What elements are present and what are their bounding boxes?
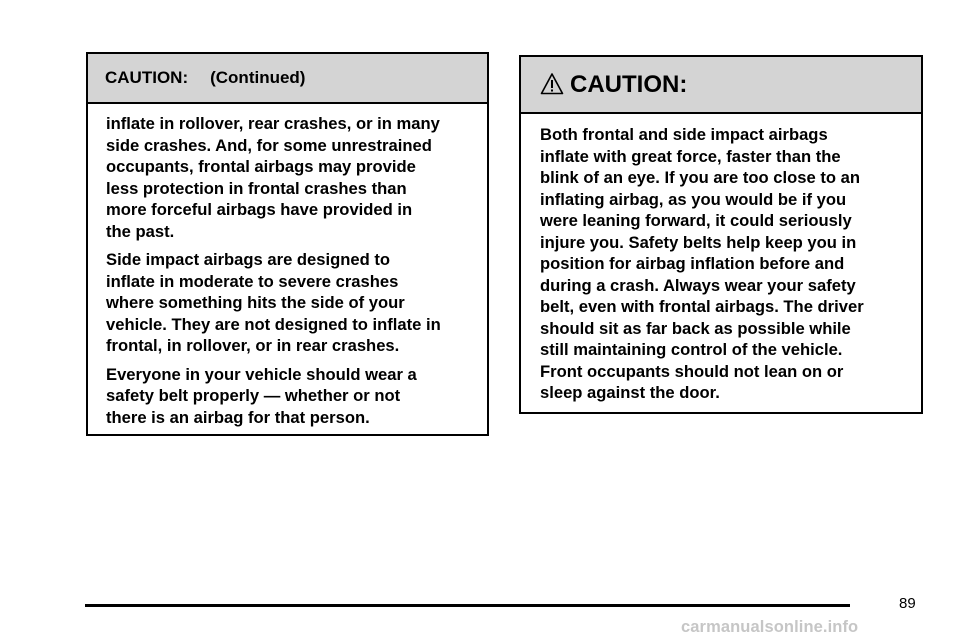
warning-triangle-icon: [540, 72, 564, 96]
watermark: carmanualsonline.info: [681, 618, 859, 636]
caution-header-continued: [88, 54, 487, 104]
caution-body-airbags: [521, 114, 921, 404]
caution-header-label: CAUTION:: [570, 70, 688, 98]
caution-header-label: CAUTION:: [105, 68, 189, 87]
caution-box-continued: [86, 52, 489, 436]
caution-body-continued: [88, 104, 487, 428]
page-number: 89: [899, 595, 916, 612]
caution-paragraph: Side impact airbags are designed to inflate in moderate to severe crashes where something hits the side of your vehicle. They are not designed to inflate in frontal, in rollover, or in rear crashes.: [106, 250, 441, 355]
caution-header-airbags: [521, 57, 921, 114]
footer-rule: [85, 604, 850, 607]
caution-paragraph: inflate in rollover, rear crashes, or in many side crashes. And, for some unrestrained occupants, frontal airbags may provide less protection in frontal crashes than more forceful airbags have provided in the past.: [106, 114, 440, 241]
caution-paragraph: Everyone in your vehicle should wear a safety belt properly — whether or not there is an airbag for that person.: [106, 364, 417, 427]
caution-paragraph: Both frontal and side impact airbags inflate with great force, faster than the blink of an eye. If you are too close to an inflating airbag, as you would be if you were leaning forward, it could seriously injure you. Safety belts help keep you in position for airbag inflation before and during a crash. Always wear your safety belt, even with frontal airbags. The driver should sit as far back as possible while still maintaining control of the vehicle. Front occupants should not lean on or sleep against the door.: [540, 125, 864, 402]
caution-header-continued-label: (Continued): [210, 68, 306, 87]
caution-box-airbags: [519, 55, 923, 414]
